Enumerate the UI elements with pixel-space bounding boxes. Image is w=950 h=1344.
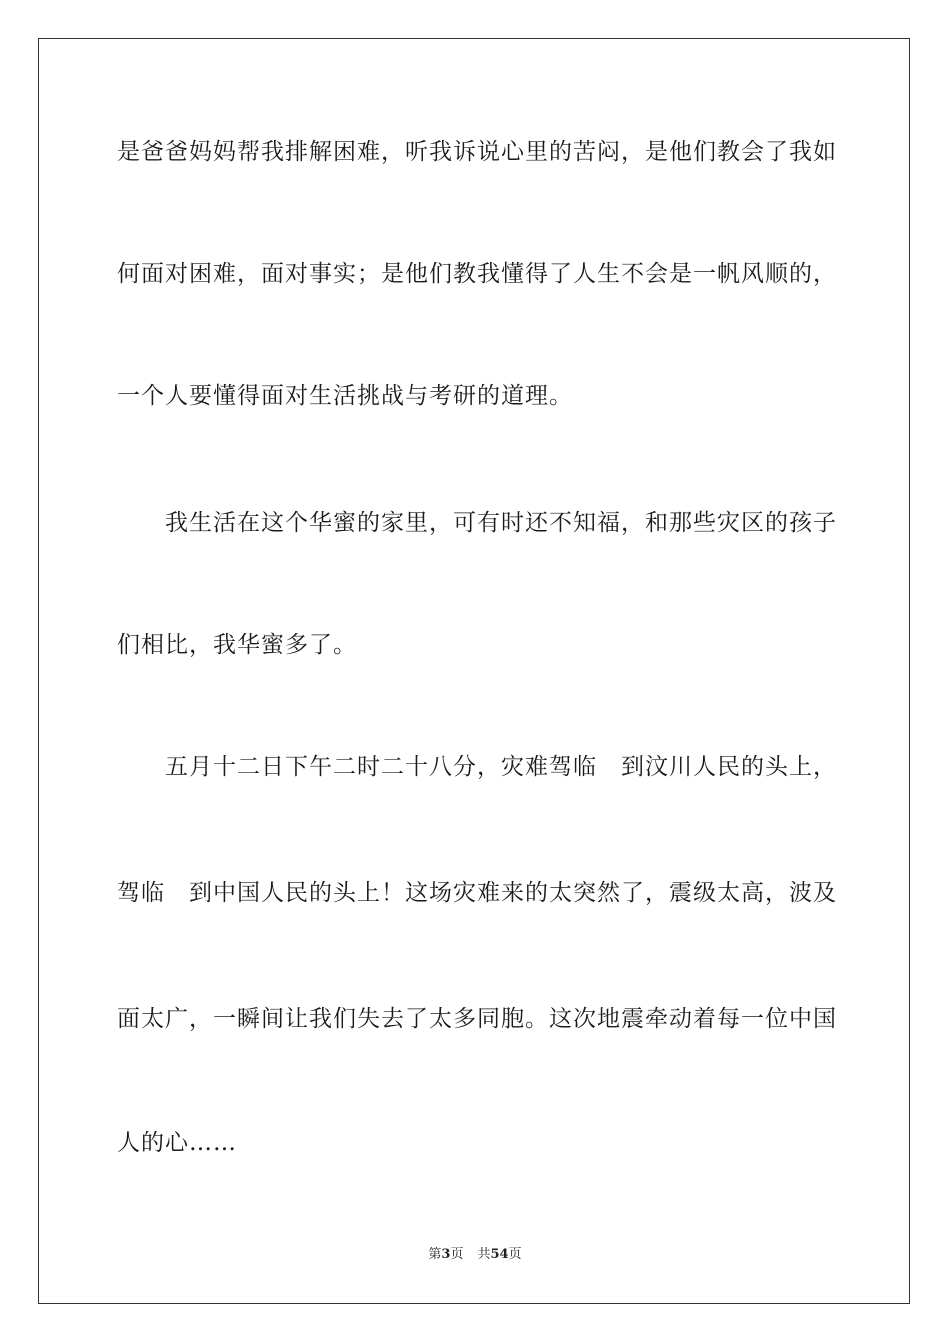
paragraph-line-3: 一个人要懂得面对生活挑战与考研的道理。 [117,383,573,409]
page-frame [38,38,910,1304]
paragraph-line-2: 何面对困难，面对事实；是他们教我懂得了人生不会是一帆风顺的， [117,261,837,287]
page-suffix: 页 [450,1247,464,1262]
page-total: 54 [490,1247,509,1262]
page-prefix: 第 [428,1247,442,1262]
paragraph-line-4: 我生活在这个华蜜的家里，可有时还不知福，和那些灾区的孩子 [165,510,837,536]
paragraph-line-5: 们相比，我华蜜多了。 [117,632,357,658]
paragraph-line-8: 面太广，一瞬间让我们失去了太多同胞。这次地震牵动着每一位中国 [117,1006,837,1032]
page-footer [0,1246,950,1264]
total-prefix: 共 [477,1247,491,1262]
paragraph-line-9: 人的心…… [117,1130,237,1156]
page-current: 3 [441,1247,451,1262]
paragraph-line-7: 驾临 到中国人民的头上！这场灾难来的太突然了，震级太高，波及 [117,880,837,906]
total-suffix: 页 [508,1247,522,1262]
paragraph-line-6: 五月十二日下午二时二十八分，灾难驾临 到汶川人民的头上， [165,754,837,780]
paragraph-line-1: 是爸爸妈妈帮我排解困难，听我诉说心里的苦闷，是他们教会了我如 [117,139,837,165]
